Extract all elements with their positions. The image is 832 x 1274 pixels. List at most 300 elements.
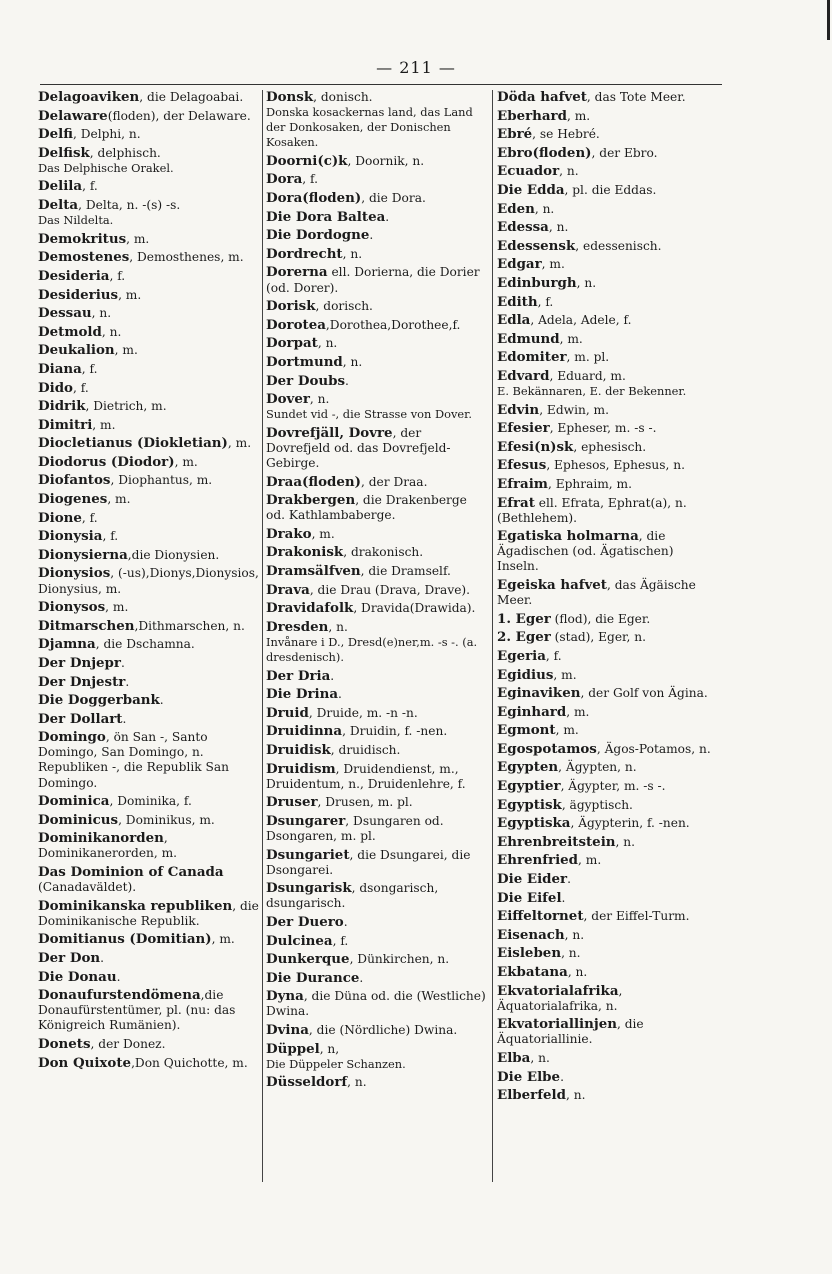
dictionary-entry <box>497 835 719 850</box>
entry-headword: Dido <box>38 379 73 396</box>
entry-definition: , n. <box>565 1088 586 1103</box>
entry-headword: Dsungariet <box>266 846 350 863</box>
entry-definition: ell. Dorierna, die Dorier (od. Dorer). <box>266 265 480 295</box>
entry-definition: . <box>338 687 342 702</box>
dictionary-entry <box>266 191 488 206</box>
entry-definition: , Dominikus, m. <box>118 812 215 827</box>
column-2 <box>266 90 488 1094</box>
entry-headword: Eginhard <box>497 703 567 720</box>
entry-headword: Der Doubs <box>266 372 346 389</box>
entry-definition: , die Dramself. <box>360 564 451 579</box>
dictionary-entry <box>38 712 260 727</box>
entry-definition: , Delta, n. -(s) -s. <box>78 198 181 213</box>
entry-definition: , n. <box>548 220 569 235</box>
entry-definition: , Ägypterin, f. -nen. <box>570 816 690 831</box>
dictionary-entry <box>497 760 719 775</box>
entry-definition: , n. <box>534 201 555 216</box>
dictionary-entry <box>266 90 488 150</box>
dictionary-entry <box>266 762 488 792</box>
entry-definition: , m. <box>555 723 579 738</box>
dictionary-entry <box>38 951 260 966</box>
entry-headword: Egyptiska <box>497 815 571 832</box>
entry-headword: Der Don <box>38 950 101 966</box>
entry-definition: , die Drau (Drava, Drave). <box>309 582 471 597</box>
entry-definition: , der Donez. <box>90 1036 166 1051</box>
entry-definition: , Adela, Adele, f. <box>530 313 632 328</box>
entry-definition: ,die Dionysien. <box>127 547 220 562</box>
dictionary-entry <box>38 399 260 414</box>
dictionary-entry <box>38 619 260 634</box>
dictionary-entry <box>266 355 488 370</box>
dictionary-entry <box>497 127 719 142</box>
dictionary-entry <box>266 172 488 187</box>
entry-definition: , Dietrich, m. <box>85 399 167 414</box>
entry-headword: Delfi <box>38 126 73 143</box>
entry-headword: Elberfeld <box>497 1087 566 1104</box>
entry-definition: , ephesisch. <box>573 439 647 454</box>
entry-headword: Delaware <box>38 107 108 124</box>
entry-headword: Delfisk <box>38 144 90 161</box>
entry-headword: Dsungarisk <box>266 880 352 897</box>
dictionary-entry <box>497 612 719 627</box>
dictionary-entry <box>266 374 488 389</box>
entry-headword: Dione <box>38 509 82 526</box>
dictionary-entry <box>497 146 719 161</box>
dictionary-entry <box>38 970 260 985</box>
dictionary-entry <box>266 493 488 523</box>
dictionary-entry <box>38 899 260 929</box>
entry-definition: , f. <box>545 648 562 663</box>
entry-definition: , druidisch. <box>330 742 401 757</box>
entry-headword: Ecuador <box>497 163 560 180</box>
column-divider <box>492 90 493 1182</box>
entry-definition: , Ägypter, m. -s -. <box>560 779 666 794</box>
dictionary-entry <box>497 798 719 813</box>
dictionary-entry <box>38 436 260 451</box>
entry-definition: , m. <box>553 667 577 682</box>
entry-example: Invånare i D., Dresd(e)ner,m. -s -. (a. dresdenisch). <box>266 634 478 664</box>
dictionary-entry <box>38 566 260 596</box>
entry-definition: , Dominika, f. <box>109 794 192 809</box>
entry-headword: Demokritus <box>38 230 127 247</box>
entry-headword: Efraim <box>497 475 548 492</box>
dictionary-entry <box>266 265 488 295</box>
dictionary-entry <box>38 865 260 895</box>
entry-definition: . <box>560 1069 564 1084</box>
entry-definition: . <box>125 674 130 689</box>
entry-headword: Druid <box>266 704 309 721</box>
entry-headword: Delta <box>38 197 79 214</box>
dictionary-entry <box>38 1037 260 1052</box>
entry-headword: Düsseldorf <box>266 1074 348 1091</box>
dictionary-entry <box>38 600 260 615</box>
entry-definition: , Doornik, n. <box>347 153 425 168</box>
dictionary-entry <box>266 426 488 471</box>
entry-headword: Dorisk <box>266 298 316 315</box>
entry-definition: , die Äquatoriallinie. <box>497 1017 644 1047</box>
entry-definition: , dsongarisch, dsungarisch. <box>266 881 439 911</box>
dictionary-entry <box>266 247 488 262</box>
entry-example: Sundet vid -, die Strasse von Dover. <box>266 407 472 422</box>
entry-definition: (floden), der Delaware. <box>107 108 251 123</box>
entry-headword: Dionysierna <box>38 546 128 563</box>
entry-headword: Die Edda <box>497 181 565 198</box>
entry-headword: Donaufurstendömena <box>38 987 201 1004</box>
dictionary-entry <box>38 656 260 671</box>
dictionary-entry <box>38 529 260 544</box>
entry-definition: , n. <box>576 275 597 290</box>
dictionary-entry <box>266 669 488 684</box>
dictionary-entry <box>497 350 719 365</box>
entry-definition: , m. <box>174 454 198 469</box>
dictionary-entry <box>497 458 719 473</box>
dictionary-entry <box>266 299 488 314</box>
entry-definition: , die Dsungarei, die Dsongarei. <box>266 847 471 877</box>
dictionary-entry <box>266 971 488 986</box>
dictionary-entry <box>266 336 488 351</box>
entry-headword: Dorpat <box>266 335 318 352</box>
entry-headword: Egospotamos <box>497 740 597 757</box>
entry-headword: Eginaviken <box>497 685 581 702</box>
dictionary-entry <box>266 743 488 758</box>
dictionary-entry <box>497 332 719 347</box>
entry-definition: , Dravida(Drawida). <box>353 601 476 616</box>
dictionary-entry <box>266 952 488 967</box>
entry-definition: , donisch. <box>313 90 373 104</box>
entry-headword: Der Duero <box>266 913 344 930</box>
entry-definition: , die Dora. <box>361 191 426 206</box>
entry-headword: Die Doggerbank <box>38 692 160 709</box>
entry-headword: Dora <box>266 171 303 188</box>
entry-headword: Egeiska hafvet <box>497 577 607 594</box>
dictionary-entry <box>266 795 488 810</box>
dictionary-entry <box>497 183 719 198</box>
page-edge-mark <box>827 0 830 40</box>
dictionary-entry <box>497 164 719 179</box>
entry-definition: , m. <box>114 343 138 358</box>
entry-definition: ,die Donaufürstentümer, pl. (nu: das Königreich Rumänien). <box>38 988 236 1033</box>
dictionary-entry <box>497 276 719 291</box>
dictionary-entry <box>497 686 719 701</box>
dictionary-entry <box>38 250 260 265</box>
entry-definition: , das Ägäische Meer. <box>497 578 696 608</box>
entry-headword: Dionysia <box>38 528 103 545</box>
entry-headword: 2. Eger <box>497 629 551 646</box>
entry-definition: , der Dovrefjeld od. das Dovrefjeld-Gebirge. <box>266 425 451 470</box>
entry-definition: , f. <box>82 179 98 194</box>
dictionary-entry <box>38 932 260 947</box>
entry-headword: Eisleben <box>497 945 562 962</box>
dictionary-entry <box>497 965 719 980</box>
dictionary-entry <box>38 343 260 358</box>
entry-headword: Draa(floden) <box>266 473 361 490</box>
entry-definition: , Druidin, f. -nen. <box>342 724 448 739</box>
dictionary-entry <box>266 228 488 243</box>
header-rule <box>40 84 722 85</box>
entry-definition: , Äquatorialafrika, n. <box>497 983 623 1013</box>
dictionary-entry <box>497 496 719 526</box>
dictionary-entry <box>38 730 260 790</box>
dictionary-entry <box>38 813 260 828</box>
entry-headword: Edvard <box>497 367 550 384</box>
entry-headword: Der Dollart <box>38 710 123 727</box>
entry-definition: , f. <box>302 172 318 187</box>
dictionary-entry <box>266 1075 488 1090</box>
entry-definition: , n. <box>559 164 579 179</box>
entry-headword: Dunkerque <box>266 951 350 968</box>
entry-definition: . <box>343 914 348 929</box>
entry-headword: Eisenach <box>497 926 565 943</box>
entry-headword: Der Dria <box>266 667 331 684</box>
entry-headword: Dortmund <box>266 353 343 370</box>
entry-headword: Ekbatana <box>497 964 568 980</box>
entry-definition: . <box>159 693 164 708</box>
entry-headword: Didrik <box>38 398 86 415</box>
dictionary-entry <box>497 109 719 124</box>
entry-definition: . <box>567 872 571 887</box>
entry-definition: , ägyptisch. <box>561 797 633 812</box>
entry-definition: , m. <box>92 417 116 432</box>
entry-headword: Drakbergen <box>266 492 356 509</box>
entry-headword: Dresden <box>266 618 329 635</box>
entry-headword: Edinburgh <box>497 274 577 291</box>
dictionary-entry <box>497 891 719 906</box>
entry-headword: Die Donau <box>38 968 117 985</box>
entry-headword: Efesier <box>497 420 550 437</box>
dictionary-entry <box>38 362 260 377</box>
dictionary-entry <box>266 545 488 560</box>
dictionary-entry <box>266 687 488 702</box>
entry-definition: . <box>385 209 390 224</box>
entry-definition: , m. <box>105 600 129 615</box>
dictionary-entry <box>266 724 488 739</box>
dictionary-entry <box>38 492 260 507</box>
entry-headword: Dover <box>266 391 310 408</box>
entry-definition: ,Dithmarschen, n. <box>134 618 245 633</box>
entry-definition: , die Düna od. die (Westliche) Dwina. <box>266 989 486 1019</box>
entry-headword: 1. Eger <box>497 610 551 627</box>
dictionary-entry <box>38 473 260 488</box>
dictionary-entry <box>38 693 260 708</box>
entry-definition: , n. <box>347 1075 367 1090</box>
page-number: — 211 — <box>376 58 456 77</box>
entry-headword: Dora(floden) <box>266 190 362 207</box>
dictionary-entry <box>266 583 488 598</box>
dictionary-entry <box>266 1042 488 1072</box>
entry-definition: , f. <box>81 510 98 525</box>
entry-headword: Dvina <box>266 1021 309 1038</box>
entry-example: Die Düppeler Schanzen. <box>266 1056 406 1071</box>
entry-definition: . <box>561 890 566 905</box>
entry-definition: , pl. die Eddas. <box>564 182 657 197</box>
entry-headword: Desiderius <box>38 286 119 303</box>
entry-headword: Djamna <box>38 636 96 653</box>
dictionary-entry <box>497 668 719 683</box>
entry-definition: , Epheser, m. -s -. <box>549 421 657 436</box>
dictionary-entry <box>38 548 260 563</box>
dictionary-entry <box>497 723 719 738</box>
dictionary-entry <box>38 455 260 470</box>
dictionary-entry <box>266 915 488 930</box>
dictionary-entry <box>266 210 488 225</box>
entry-definition: , der Eiffel-Turm. <box>583 909 690 924</box>
entry-headword: Edessensk <box>497 237 576 254</box>
entry-headword: Delila <box>38 178 83 195</box>
entry-definition: ell. Efrata, Ephrat(a), n. (Bethlehem). <box>497 495 687 525</box>
dictionary-entry <box>38 127 260 142</box>
dictionary-entry <box>497 1017 719 1047</box>
dictionary-entry <box>38 988 260 1033</box>
entry-definition: , Edwin, m. <box>539 402 609 417</box>
entry-definition: , Druidendienst, m., Druidentum, n., Druidenlehre, f. <box>266 761 466 791</box>
entry-definition: , Drusen, m. pl. <box>317 795 413 810</box>
entry-definition: , m. <box>566 108 591 123</box>
entry-headword: Edessa <box>497 219 549 236</box>
entry-headword: Dramsälfven <box>266 563 361 580</box>
dictionary-entry <box>497 90 719 105</box>
dictionary-entry <box>38 232 260 247</box>
entry-definition: , Eduard, m. <box>549 368 626 383</box>
entry-headword: Ehrenfried <box>497 852 579 869</box>
dictionary-entry <box>497 649 719 664</box>
dictionary-entry <box>38 831 260 861</box>
column-3 <box>497 90 719 1107</box>
entry-definition: , das Tote Meer. <box>586 90 686 104</box>
entry-definition: , Druide, m. -n -n. <box>308 705 418 720</box>
entry-headword: Diana <box>38 360 82 377</box>
entry-example: Donska kosackernas land, das Land der Donkosaken, der Donischen Kosaken. <box>266 105 473 150</box>
entry-headword: Egatiska holmarna <box>497 528 639 545</box>
entry-headword: Die Drina <box>266 686 339 703</box>
dictionary-entry <box>266 475 488 490</box>
entry-headword: Döda hafvet <box>497 89 587 105</box>
entry-headword: Ditmarschen <box>38 617 135 634</box>
entry-headword: Ekvatoriallinjen <box>497 1016 617 1033</box>
dictionary-entry <box>266 989 488 1019</box>
entry-headword: Dominica <box>38 793 110 810</box>
entry-definition: , der Draa. <box>360 474 428 489</box>
entry-headword: Der Dnjepr <box>38 654 121 671</box>
entry-headword: Edomiter <box>497 349 567 366</box>
dictionary-entry <box>38 179 260 194</box>
entry-definition: ,Don Quichotte, m. <box>131 1055 248 1070</box>
dictionary-entry <box>497 779 719 794</box>
dictionary-entry <box>266 1023 488 1038</box>
dictionary-entry <box>38 109 260 124</box>
entry-definition: , n. <box>328 619 348 634</box>
dictionary-entry <box>497 578 719 608</box>
entry-headword: Drakonisk <box>266 544 344 561</box>
dictionary-entry <box>497 872 719 887</box>
dictionary-entry <box>497 984 719 1014</box>
dictionary-entry <box>497 239 719 254</box>
dictionary-entry <box>497 313 719 328</box>
entry-definition: . <box>359 970 364 985</box>
dictionary-entry <box>266 564 488 579</box>
entry-definition: , m. <box>541 257 565 272</box>
entry-headword: Druidisk <box>266 741 331 758</box>
entry-headword: Druser <box>266 794 318 811</box>
entry-definition: , delphisch. <box>89 145 161 160</box>
dictionary-entry <box>497 816 719 831</box>
entry-definition: , f. <box>332 933 349 948</box>
dictionary-entry <box>266 848 488 878</box>
entry-definition: , Delphi, n. <box>72 127 141 142</box>
entry-definition: , n. <box>561 946 581 961</box>
entry-definition: , die Dschamna. <box>95 637 195 652</box>
entry-definition: , n. <box>530 1050 550 1065</box>
dictionary-entry <box>38 269 260 284</box>
entry-headword: Dominicus <box>38 811 119 828</box>
entry-headword: Detmold <box>38 323 102 340</box>
entry-headword: Dyna <box>266 988 304 1005</box>
entry-definition: , Ephraim, m. <box>547 476 632 491</box>
entry-headword: Dravidafolk <box>266 600 354 617</box>
entry-headword: Dessau <box>38 305 92 322</box>
dictionary-entry <box>497 742 719 757</box>
entry-headword: Drava <box>266 581 310 598</box>
entry-definition: , n. <box>615 834 636 849</box>
entry-headword: Dulcinea <box>266 932 333 949</box>
entry-headword: Egmont <box>497 722 556 739</box>
dictionary-entry <box>497 1051 719 1066</box>
dictionary-entry <box>497 440 719 455</box>
entry-headword: Die Eider <box>497 871 568 888</box>
entry-headword: Desideria <box>38 267 110 284</box>
entry-definition: , Demosthenes, m. <box>129 250 244 265</box>
dictionary-entry <box>266 881 488 911</box>
entry-definition: , die Delagoabai. <box>139 90 244 104</box>
entry-definition: , die Drakenberge od. Kathlambaberge. <box>266 493 467 523</box>
entry-headword: Dominikanska republiken <box>38 897 233 914</box>
entry-definition: , (-us),Dionys,Dionysios, Dionysius, m. <box>38 566 259 596</box>
entry-definition: , n. <box>342 354 363 369</box>
entry-headword: Drako <box>266 525 312 542</box>
entry-headword: Das Dominion of Canada <box>38 864 224 881</box>
entry-headword: Demostenes <box>38 249 130 266</box>
entry-definition: , m. pl. <box>566 350 610 365</box>
dictionary-entry <box>38 637 260 652</box>
entry-definition: , f. <box>537 294 554 309</box>
dictionary-entry <box>497 946 719 961</box>
entry-example: Das Delphische Orakel. <box>38 160 174 175</box>
dictionary-entry <box>38 794 260 809</box>
entry-definition: , f. <box>81 361 98 376</box>
entry-definition: , Ägypten, n. <box>558 760 637 775</box>
entry-headword: Düppel <box>266 1040 320 1057</box>
entry-headword: Dovrefjäll, Dovre <box>266 424 393 441</box>
entry-headword: Eden <box>497 200 535 217</box>
entry-definition: , n. <box>309 392 330 407</box>
dictionary-entry <box>38 325 260 340</box>
entry-definition: , n. <box>91 306 112 321</box>
entry-headword: Egyptier <box>497 778 561 795</box>
dictionary-entry <box>38 1056 260 1071</box>
entry-definition: , m. <box>118 287 142 302</box>
dictionary-entry <box>497 928 719 943</box>
entry-definition: , f. <box>109 268 126 283</box>
dictionary-entry <box>38 675 260 690</box>
dictionary-entry <box>497 1070 719 1085</box>
entry-definition: , der Golf von Ägina. <box>580 686 708 701</box>
entry-definition: , n. <box>317 336 338 351</box>
entry-headword: Dionysios <box>38 565 111 582</box>
entry-headword: Ekvatorialafrika <box>497 982 619 999</box>
entry-headword: Donets <box>38 1035 91 1052</box>
entry-headword: Efesi(n)sk <box>497 438 574 455</box>
dictionary-entry <box>266 154 488 169</box>
entry-headword: Elba <box>497 1049 531 1066</box>
